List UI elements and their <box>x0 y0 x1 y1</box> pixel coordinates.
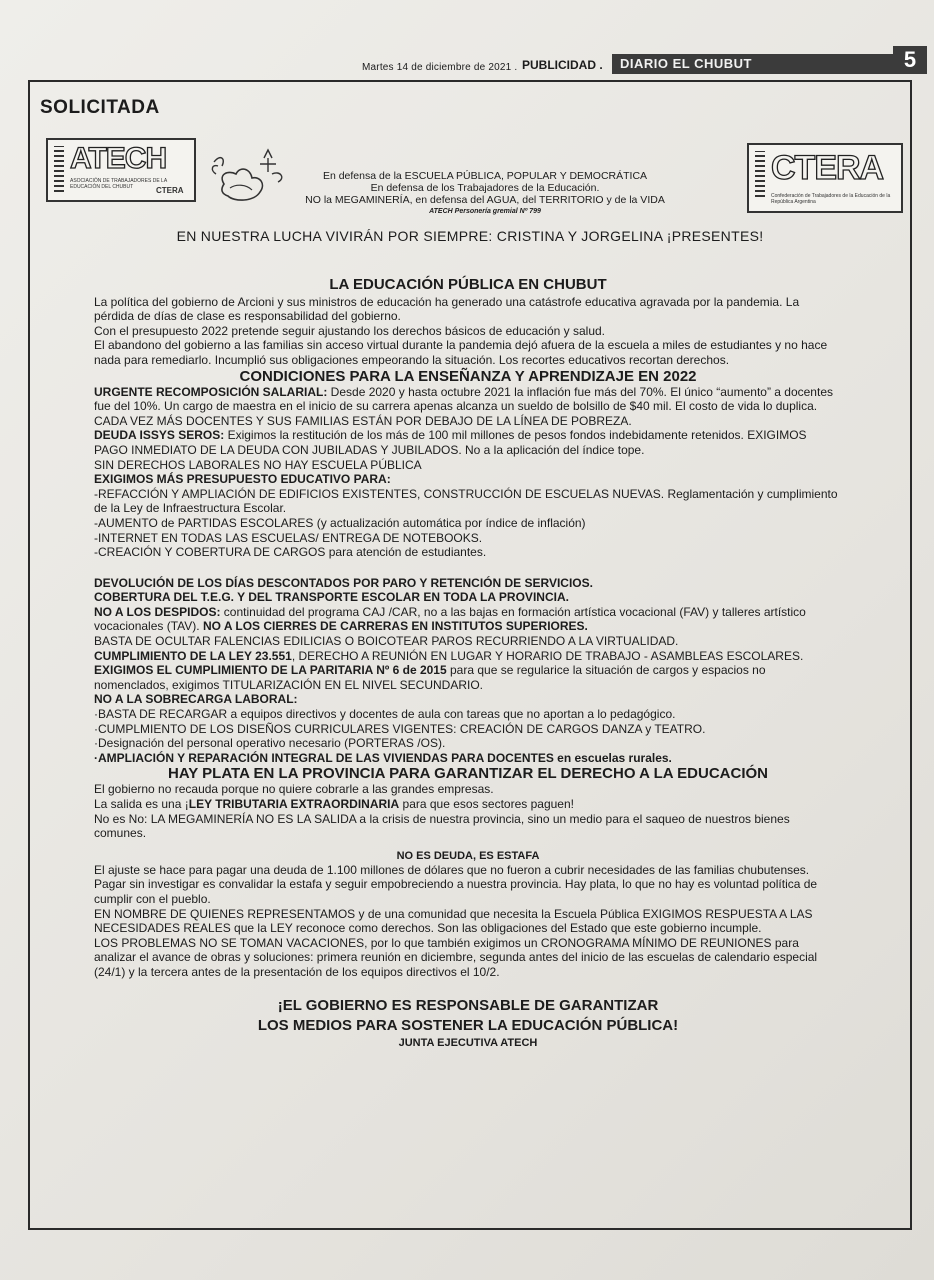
basta-ocultar-line: BASTA DE OCULTAR FALENCIAS EDILICIAS O BOICOTEAR PAROS RECURRIENDO A LA VIRTUALIDAD. <box>94 634 679 649</box>
nombre-paragraph: EN NOMBRE DE QUIENES REPRESENTAMOS y de una comunidad que necesita la Escuela Pública EXIGIMOS RESPUESTA A LAS NECESIDADES REALES que la LEY reconoce como derechos. Son las obligaciones del Estado que este gobierno incumple. <box>94 906 813 936</box>
devolucion-line: DEVOLUCIÓN DE LOS DÍAS DESCONTADOS POR PARO Y RETENCIÓN DE SERVICIOS. <box>94 575 593 590</box>
sin-derechos-line: SIN DERECHOS LABORALES NO HAY ESCUELA PÚBLICA <box>94 457 422 472</box>
salida-prefix: La salida es una ¡ <box>94 797 189 811</box>
sobrecarga-heading: NO A LA SOBRECARGA LABORAL: <box>94 692 298 707</box>
list-item-strong: -CREACIÓN Y COBERTURA DE CARGOS <box>94 545 326 560</box>
list-item <box>94 545 842 560</box>
issys-paragraph <box>94 428 842 457</box>
salida-line <box>94 797 842 812</box>
estafa-title: NO ES DEUDA, ES ESTAFA <box>396 849 540 862</box>
header-line-1: En defensa de la ESCUELA PÚBLICA, POPULAR Y DEMOCRÁTICA <box>322 170 648 182</box>
logo-bars-icon <box>54 146 64 192</box>
header-line-2: En defensa de los Trabajadores de la Educación. <box>370 182 600 194</box>
map-emblem-icon <box>206 144 290 210</box>
list-item: ·CUMPLMIENTO DE LOS DISEÑOS CURRICULARES VIGENTES: CREACIÓN DE CARGOS DANZA y TEATRO. <box>94 721 706 736</box>
ley-paragraph <box>94 649 842 664</box>
despidos-text: continuidad del programa CAJ /CAR, no a las bajas en formación artística vocacional (FAV) y talleres artístico vocacionales (TAV). <box>94 604 806 634</box>
closing-line-1: ¡EL GOBIERNO ES RESPONSABLE DE GARANTIZAR <box>277 996 659 1014</box>
list-item: -AUMENTO de PARTIDAS ESCOLARES (y actualización automática por índice de inflación) <box>94 515 586 530</box>
article-body <box>94 278 842 1050</box>
megamineria-paragraph: No es No: LA MEGAMINERÍA NO ES LA SALIDA a la crisis de nuestra provincia, sino un medio para el saqueo de nuestros bienes comunes. <box>94 811 790 841</box>
newspaper-name: DIARIO EL CHUBUT <box>612 54 896 74</box>
list-item: -REFACCIÓN Y AMPLIACIÓN DE EDIFICIOS EXISTENTES, CONSTRUCCIÓN DE ESCUELAS NUEVAS. Reglamentación y cumplimiento de la Ley de Infraestructura Escolar. <box>94 486 838 516</box>
header-line-4: ATECH Personería gremial Nº 799 <box>429 208 541 215</box>
date-line: Martes 14 de diciembre de 2021 . <box>362 62 518 73</box>
paritaria-paragraph <box>94 663 842 692</box>
atech-logo-subtitle: ASOCIACIÓN DE TRABAJADORES DE LA EDUCACIÓN DEL CHUBUT <box>70 178 167 190</box>
ctera-logo-word: CTERA <box>771 149 884 187</box>
list-item: ·BASTA DE RECARGAR a equipos directivos y docentes de aula con tareas que no aportan a lo pedagógico. <box>94 707 676 722</box>
problemas-paragraph: LOS PROBLEMAS NO SE TOMAN VACACIONES, por lo que también exigimos un CRONOGRAMA MÍNIMO DE REUNIONES para analizar el avance de obras y soluciones: primera reunión en diciembre, segunda antes del inicio de las escuelas de calendario especial (24/1) y la tercera antes de la presentación de los equipos directivos el 10/2. <box>94 935 818 979</box>
solicitada-heading: SOLICITADA <box>40 97 160 118</box>
despidos-label: NO A LOS DESPIDOS: <box>94 604 221 619</box>
hay-plata-title: HAY PLATA EN LA PROVINCIA PARA GARANTIZAR EL DERECHO A LA EDUCACIÓN <box>167 765 769 783</box>
despidos-paragraph <box>94 605 842 634</box>
article-title: LA EDUCACIÓN PÚBLICA EN CHUBUT <box>329 276 607 293</box>
ctera-logo <box>747 143 903 213</box>
ley-label: CUMPLIMIENTO DE LA LEY 23.551 <box>94 648 292 663</box>
ley-text: , DERECHO A REUNIÓN EN LUGAR Y HORARIO DE TRABAJO - ASAMBLEAS ESCOLARES. <box>291 648 804 663</box>
recauda-line: El gobierno no recauda porque no quiere cobrarle a las grandes empresas. <box>94 782 494 797</box>
slogan: EN NUESTRA LUCHA VIVIRÁN POR SIEMPRE: CRISTINA Y JORGELINA ¡PRESENTES! <box>176 228 764 244</box>
salida-suffix: para que esos sectores paguen! <box>399 797 574 811</box>
budget-heading: EXIGIMOS MÁS PRESUPUESTO EDUCATIVO PARA: <box>94 472 391 487</box>
list-item: -INTERNET EN TODAS LAS ESCUELAS/ ENTREGA DE NOTEBOOKS. <box>94 530 483 545</box>
intro-paragraph-1: La política del gobierno de Arcioni y sus ministros de educación ha generado una catástrofe educativa agravada por la pandemia. La pérdida de días de clase es responsabilidad del gobierno. <box>94 294 800 324</box>
paritaria-text: para que se regularice la situación de cargos y espacios no nomenclados, exigimos TITULARIZACIÓN EN EL NIVEL SECUNDARIO. <box>94 663 766 692</box>
salary-paragraph <box>94 385 842 429</box>
page-number: 5 <box>893 46 927 74</box>
conditions-title: CONDICIONES PARA LA ENSEÑANZA Y APRENDIZAJE EN 2022 <box>239 367 697 385</box>
cobertura-line: COBERTURA DEL T.E.G. Y DEL TRANSPORTE ESCOLAR EN TODA LA PROVINCIA. <box>94 590 569 605</box>
list-item: ·Designación del personal operativo necesario (PORTERAS /OS). <box>94 736 446 751</box>
masthead <box>0 47 934 80</box>
intro-paragraph-3: El abandono del gobierno a las familias sin acceso virtual durante la pandemia dejó afuera de la escuela a miles de estudiantes y no hace nada para remediarlo. Incumplió sus obligaciones empeorando la situación. Los recortes educativos recortan derechos. <box>94 338 828 367</box>
atech-logo <box>46 138 196 202</box>
salary-label: URGENTE RECOMPOSICIÓN SALARIAL: <box>94 384 328 399</box>
atech-logo-word: ATECH <box>70 142 167 175</box>
list-item-rest: para atención de estudiantes. <box>325 545 487 560</box>
header-mission <box>290 170 680 218</box>
intro-paragraph-2: Con el presupuesto 2022 pretende seguir ajustando los derechos básicos de educación y salud. <box>94 323 606 338</box>
ctera-logo-subtitle: Confederación de Trabajadores de la Educación de la República Argentina <box>771 193 891 205</box>
salary-text: Desde 2020 y hasta octubre 2021 la inflación fue más del 70%. El único “aumento” a docentes fue del 10%. Un cargo de maestra en el inicio de su carrera apenas alcanza un sueldo de bolsillo de $40 mil. El costo de vida lo duplica. CADA VEZ MÁS DOCENTES Y SUS FAMILIAS ESTÁN POR DEBAJO DE LA LÍNEA DE POBREZA. <box>94 384 833 428</box>
issys-text: Exigimos la restitución de los más de 100 mil millones de pesos fondos indebidamente retenidos. EXIGIMOS PAGO INMEDIATO DE LA DEUDA CON JUBILADAS Y JUBILADOS. No a la aplicación del índice tope. <box>94 428 807 457</box>
ajuste-paragraph: El ajuste se hace para pagar una deuda de 1.100 millones de dólares que no fueron a cubrir necesidades de las familias chubutenses. Pagar sin investigar es convalidar la estafa y seguir empobreciendo a nuestra provincia. Hay plata, lo que no hay es voluntad política de cumplir con el pueblo. <box>94 862 818 906</box>
atech-logo-ctera: CTERA <box>156 186 184 195</box>
header-line-3: NO la MEGAMINERÍA, en defensa del AGUA, del TERRITORIO y de la VIDA <box>305 194 665 206</box>
section-label: PUBLICIDAD . <box>522 58 603 72</box>
ley-tributaria: LEY TRIBUTARIA EXTRAORDINARIA <box>188 797 400 811</box>
logo-bars-icon <box>755 151 765 197</box>
paritaria-label: EXIGIMOS EL CUMPLIMIENTO DE LA PARITARIA Nº 6 de 2015 <box>94 663 447 678</box>
signature: JUNTA EJECUTIVA ATECH <box>398 1036 538 1049</box>
issys-label: DEUDA ISSYS SEROS: <box>94 428 225 443</box>
cierres-text: NO A LOS CIERRES DE CARRERAS EN INSTITUTOS SUPERIORES. <box>202 619 588 634</box>
closing-line-2: LOS MEDIOS PARA SOSTENER LA EDUCACIÓN PÚBLICA! <box>257 1016 679 1034</box>
list-item: ·AMPLIACIÓN Y REPARACIÓN INTEGRAL DE LAS VIVIENDAS PARA DOCENTES en escuelas rurales. <box>94 750 672 765</box>
